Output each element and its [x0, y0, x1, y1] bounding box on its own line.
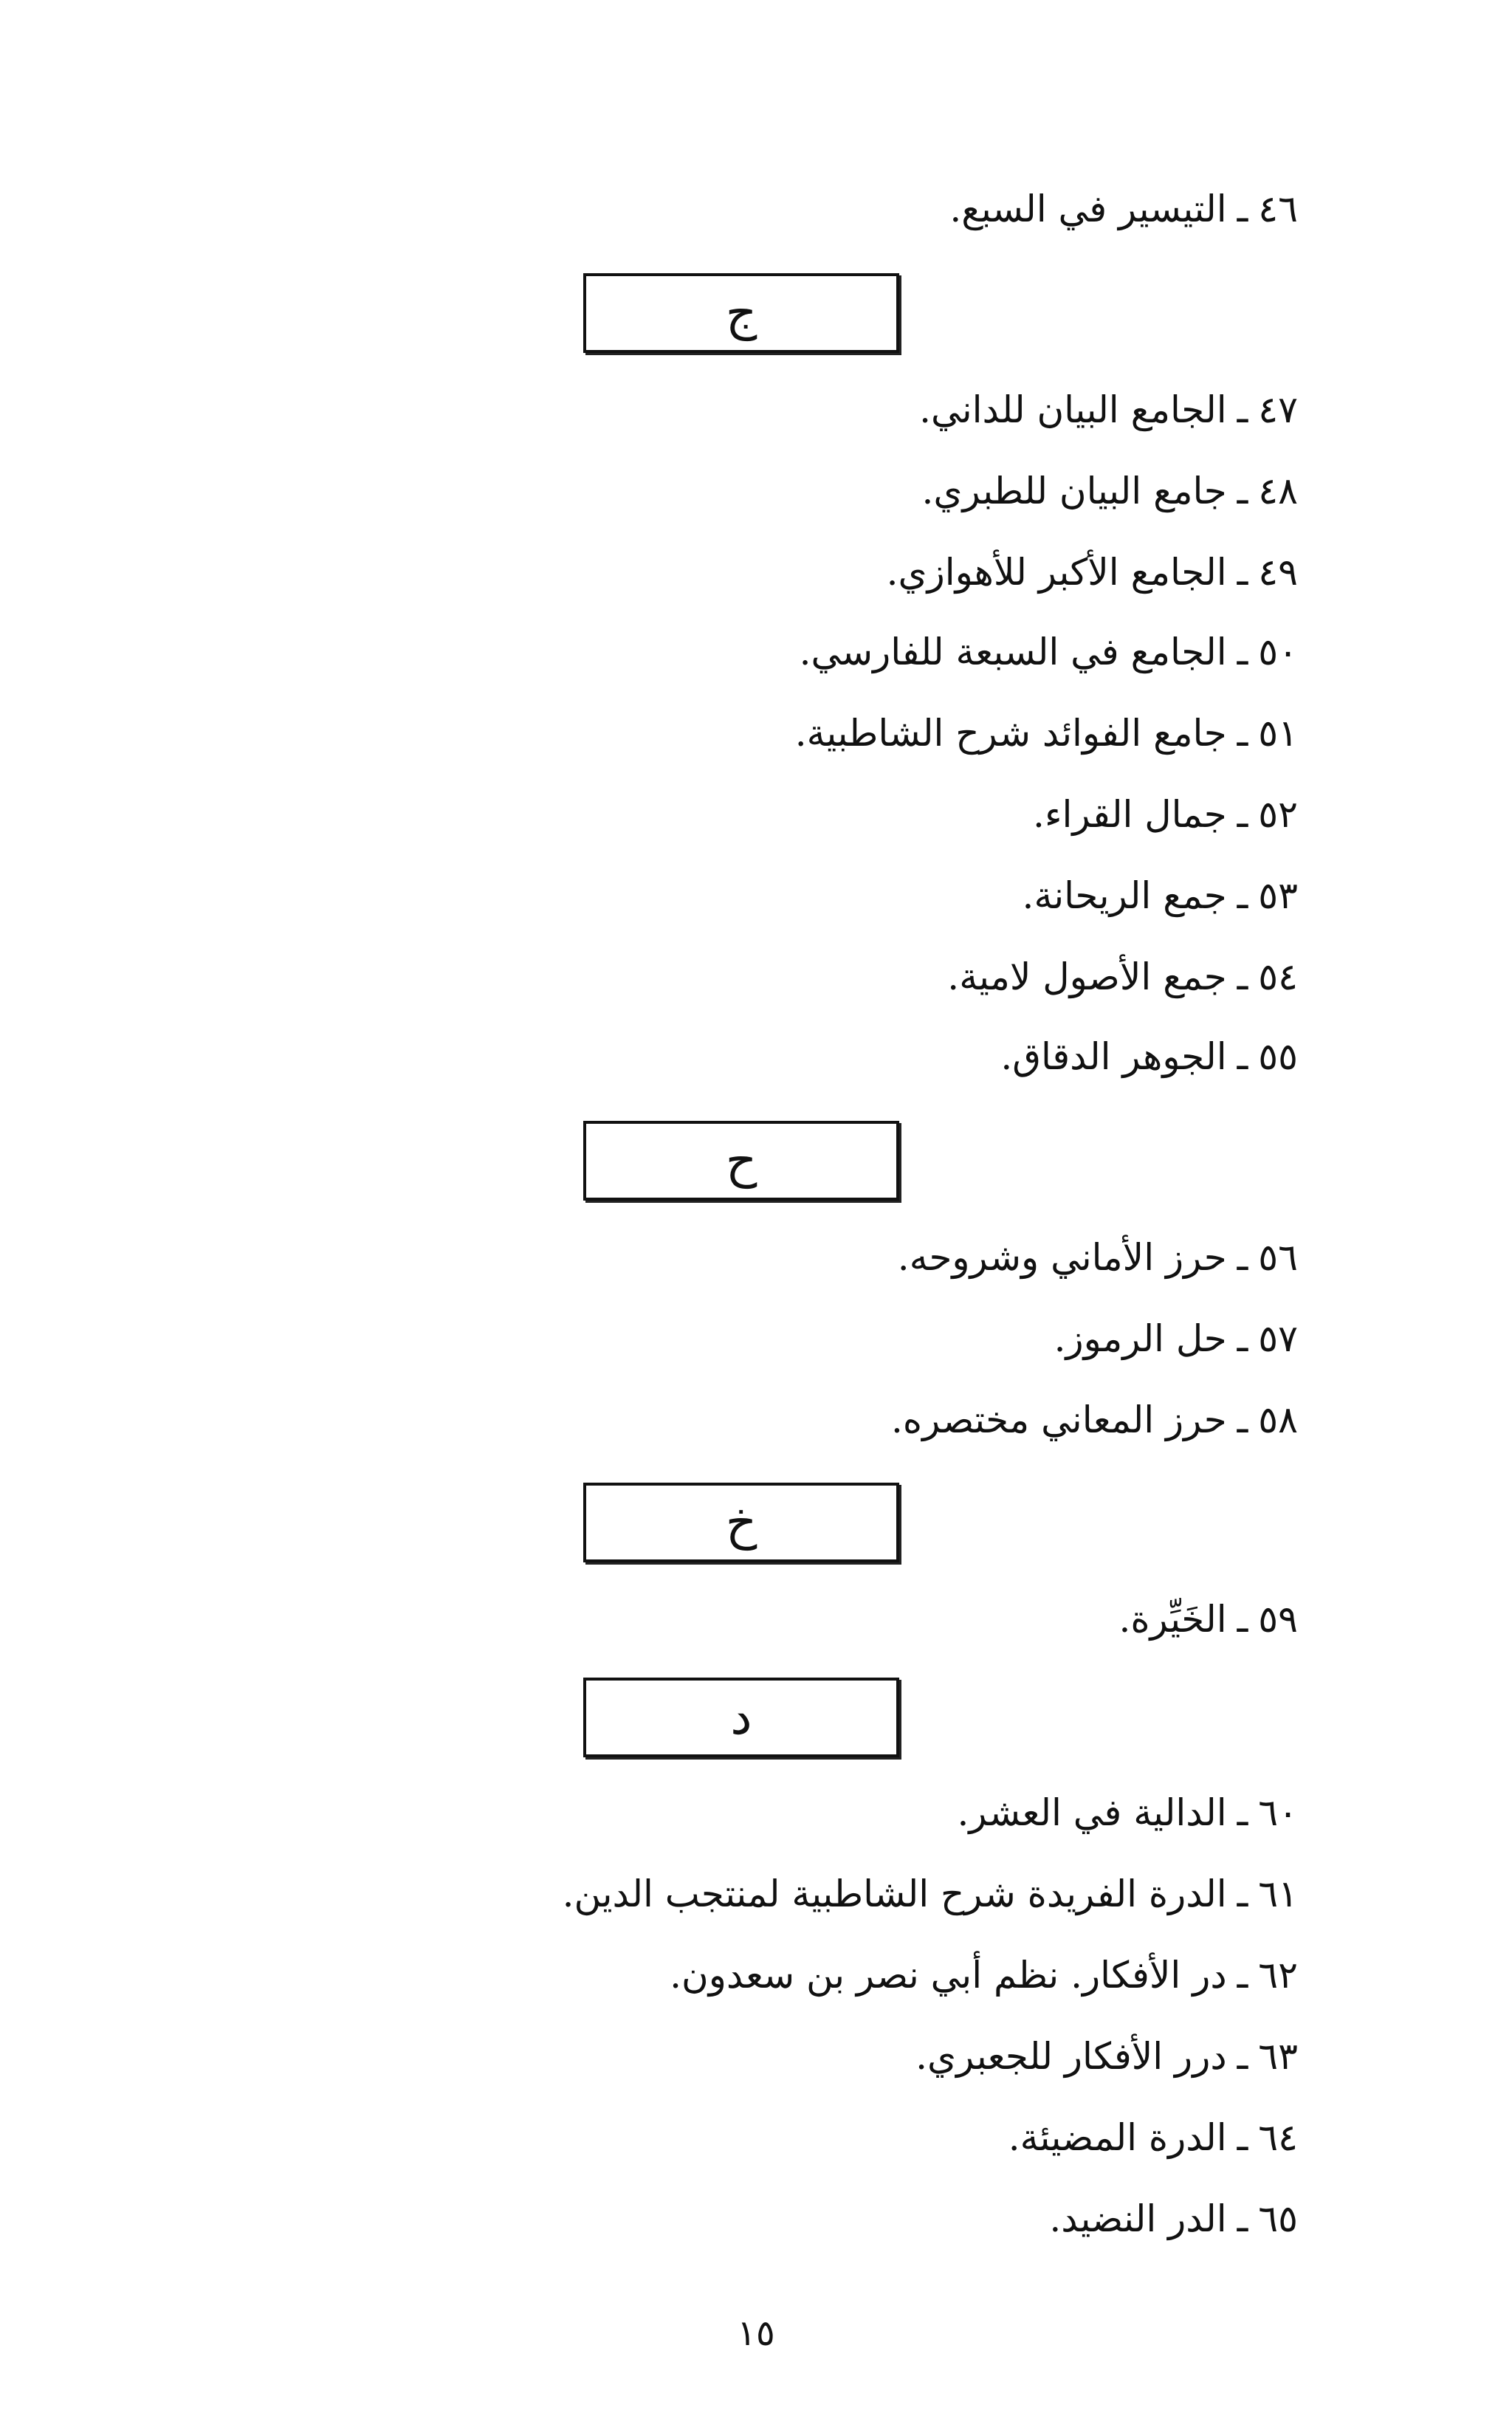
list-item — [563, 1868, 1298, 1920]
list-item — [1000, 1031, 1298, 1082]
item-title: الجوهر الدقاق. — [1000, 1035, 1227, 1078]
list-item — [795, 707, 1298, 759]
item-title: حل الرموز. — [1054, 1317, 1227, 1360]
list-item — [1118, 1593, 1298, 1645]
item-dash: ـ — [1237, 1873, 1248, 1915]
item-number: ٦٢ — [1258, 1954, 1298, 1997]
list-item — [1033, 789, 1298, 840]
list-item — [958, 1787, 1298, 1839]
section-header-dal: د — [583, 1678, 899, 1757]
item-dash: ـ — [1237, 631, 1248, 673]
item-number: ٥٤ — [1258, 955, 1298, 998]
item-title: الخَيِّرة. — [1118, 1598, 1227, 1641]
item-dash: ـ — [1237, 1317, 1248, 1360]
item-dash: ـ — [1237, 2197, 1248, 2240]
item-dash: ـ — [1237, 188, 1248, 230]
item-title: الجامع الأكبر للأهوازي. — [886, 551, 1227, 594]
item-number: ٤٧ — [1258, 388, 1298, 431]
item-title: جمال القراء. — [1033, 793, 1227, 836]
item-dash: ـ — [1237, 1791, 1248, 1834]
item-title: الجامع البيان للداني. — [919, 388, 1227, 431]
list-item — [1054, 1313, 1298, 1365]
item-title: حرز الأماني وشروحه. — [897, 1236, 1227, 1279]
item-title: الدر النضيد. — [1049, 2197, 1227, 2240]
list-item — [800, 626, 1298, 678]
list-item — [949, 183, 1298, 235]
item-dash: ـ — [1237, 874, 1248, 917]
item-number: ٥٩ — [1258, 1598, 1298, 1641]
list-item — [1008, 2112, 1298, 2163]
item-title: الجامع في السبعة للفارسي. — [799, 631, 1227, 673]
item-dash: ـ — [1237, 388, 1248, 431]
item-number: ٦٥ — [1258, 2197, 1298, 2240]
item-number: ٤٨ — [1258, 470, 1298, 512]
list-item — [1049, 2193, 1298, 2245]
item-dash: ـ — [1237, 955, 1248, 998]
item-number: ٦١ — [1258, 1873, 1298, 1915]
item-dash: ـ — [1237, 793, 1248, 836]
item-number: ٦٣ — [1258, 2035, 1298, 2078]
list-item — [947, 951, 1298, 1003]
item-dash: ـ — [1237, 1954, 1248, 1997]
section-header-ha: ح — [583, 1121, 899, 1201]
item-dash: ـ — [1237, 470, 1248, 512]
item-title: الدالية في العشر. — [957, 1791, 1227, 1834]
item-title: جامع الفوائد شرح الشاطبية. — [794, 712, 1227, 755]
list-item — [922, 465, 1298, 517]
item-number: ٦٠ — [1258, 1791, 1298, 1834]
item-number: ٥٦ — [1258, 1236, 1298, 1279]
item-dash: ـ — [1237, 712, 1248, 755]
item-dash: ـ — [1237, 1398, 1248, 1441]
item-title: جمع الريحانة. — [1022, 874, 1227, 917]
page-number: ١٥ — [737, 2313, 775, 2354]
list-item — [915, 2031, 1298, 2082]
item-number: ٤٦ — [1258, 188, 1298, 230]
section-header-jim: ج — [583, 273, 899, 353]
item-number: ٥٣ — [1258, 874, 1298, 917]
item-title: درر الأفكار للجعبري. — [915, 2035, 1227, 2078]
item-number: ٥٢ — [1258, 793, 1298, 836]
list-item — [898, 1232, 1298, 1283]
item-dash: ـ — [1237, 551, 1248, 594]
item-dash: ـ — [1237, 1236, 1248, 1279]
item-number: ٥٠ — [1258, 631, 1298, 673]
item-number: ٦٤ — [1258, 2116, 1298, 2159]
list-item — [887, 546, 1298, 598]
item-title: الدرة المضيئة. — [1008, 2116, 1227, 2159]
item-title: حرز المعاني مختصره. — [891, 1398, 1227, 1441]
item-number: ٥٨ — [1258, 1398, 1298, 1441]
item-dash: ـ — [1237, 2035, 1248, 2078]
list-item — [891, 1394, 1298, 1446]
item-number: ٥٥ — [1258, 1035, 1298, 1078]
item-dash: ـ — [1237, 1598, 1248, 1641]
item-number: ٥١ — [1258, 712, 1298, 755]
list-item — [670, 1949, 1298, 2001]
item-title: جمع الأصول لامية. — [947, 955, 1227, 998]
list-item — [1023, 870, 1298, 921]
item-dash: ـ — [1237, 2116, 1248, 2159]
item-title: الدرة الفريدة شرح الشاطبية لمنتجب الدين. — [562, 1873, 1227, 1915]
item-number: ٥٧ — [1258, 1317, 1298, 1360]
item-title: جامع البيان للطبري. — [921, 470, 1227, 512]
item-title: در الأفكار. نظم أبي نصر بن سعدون. — [670, 1954, 1227, 1997]
item-title: التيسير في السبع. — [949, 188, 1227, 230]
list-item — [919, 384, 1298, 436]
item-dash: ـ — [1237, 1035, 1248, 1078]
section-header-kha: خ — [583, 1483, 899, 1562]
item-number: ٤٩ — [1258, 551, 1298, 594]
